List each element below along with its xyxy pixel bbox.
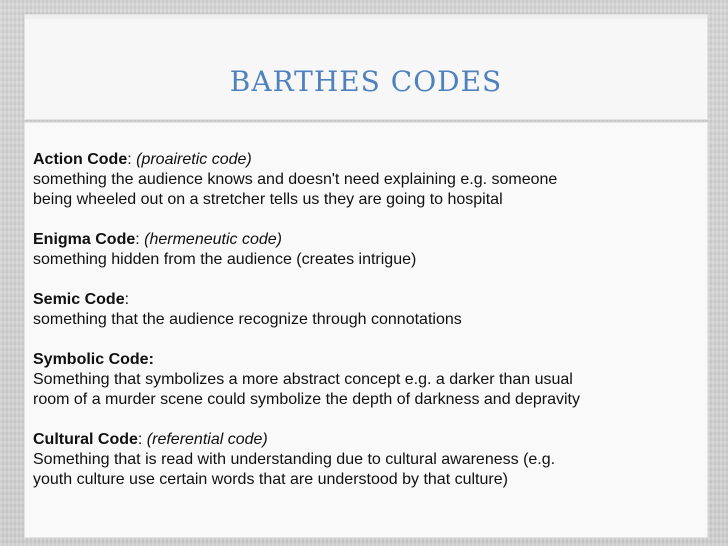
cultural-code-alias: (referential code) bbox=[142, 431, 268, 448]
semic-code-separator: : bbox=[124, 291, 130, 308]
action-code-alias: (proairetic code) bbox=[131, 151, 252, 168]
slide-title: BARTHES CODES bbox=[229, 65, 503, 98]
symbolic-code-section bbox=[33, 350, 723, 410]
cultural-code-separator: : bbox=[137, 431, 143, 448]
action-code-section bbox=[33, 150, 723, 210]
symbolic-code-heading-line bbox=[33, 350, 723, 370]
content-text bbox=[33, 150, 723, 510]
cultural-code-line-2: youth culture use certain words that are understood by that culture) bbox=[33, 471, 508, 488]
symbolic-code-title: Symbolic Code: bbox=[33, 351, 154, 368]
enigma-code-heading-line bbox=[33, 230, 723, 250]
semic-code-heading-line bbox=[33, 290, 723, 310]
title-panel bbox=[24, 14, 708, 120]
symbolic-code-line-2: room of a murder scene could symbolize the depth of darkness and depravity bbox=[33, 391, 580, 408]
title-top-line bbox=[25, 15, 707, 19]
action-code-line-2: being wheeled out on a stretcher tells us they are going to hospital bbox=[33, 191, 503, 208]
action-code-heading-line bbox=[33, 150, 723, 170]
enigma-code-line-1: something hidden from the audience (creates intrigue) bbox=[33, 251, 417, 268]
symbolic-code-line-1: Something that symbolizes a more abstract concept e.g. a darker than usual bbox=[33, 371, 573, 388]
cultural-code-line-1: Something that is read with understanding due to cultural awareness (e.g. bbox=[33, 451, 556, 468]
semic-code-line-1: something that the audience recognize through connotations bbox=[33, 311, 462, 328]
semic-code-title: Semic Code bbox=[33, 291, 125, 308]
cultural-code-section bbox=[33, 430, 723, 490]
cultural-code-title: Cultural Code bbox=[33, 431, 138, 448]
action-code-title: Action Code bbox=[33, 151, 128, 168]
cultural-code-heading-line bbox=[33, 430, 723, 450]
semic-code-section bbox=[33, 290, 723, 330]
enigma-code-separator: : bbox=[135, 231, 140, 248]
action-code-separator: : bbox=[127, 151, 132, 168]
action-code-line-1: something the audience knows and doesn't need explaining e.g. someone bbox=[33, 171, 558, 188]
enigma-code-section bbox=[33, 230, 723, 270]
enigma-code-title: Enigma Code bbox=[33, 231, 136, 248]
enigma-code-alias: (hermeneutic code) bbox=[139, 231, 282, 248]
